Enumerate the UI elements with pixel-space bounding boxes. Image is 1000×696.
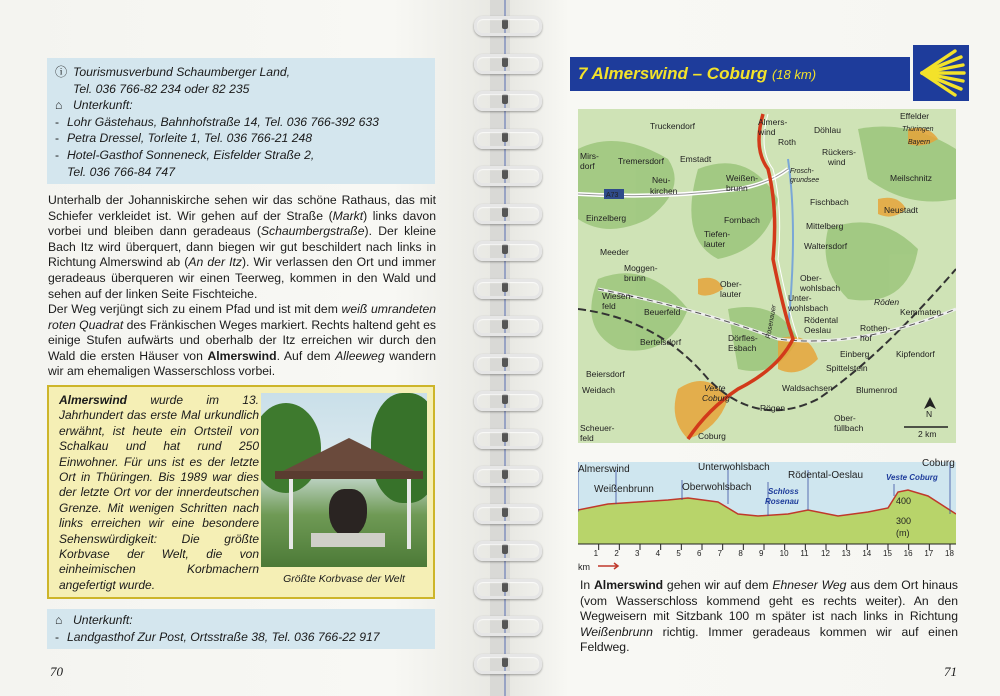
map-label: Bayern [908,139,931,146]
profile-axis-label: 300 [896,516,912,526]
binding-ring [466,464,544,484]
binding-ring [466,577,544,597]
map-label: Rödental [804,315,839,325]
map-label: wind [758,127,776,137]
map-label: Oeslau [804,325,831,335]
map-label: Waltersdorf [804,241,848,251]
map-label: dorf [580,161,595,171]
map-label: feld [602,301,616,311]
map-label: Röden [874,297,900,307]
profile-label: Rosenau [765,497,799,506]
map-label: Ober- [720,279,742,289]
tourism-line2: Tel. 036 766-82 234 oder 82 235 [73,81,250,96]
map-label: Effelder [900,111,930,121]
map-label: Thüringen [902,126,934,133]
house-icon: ⌂ [55,613,63,627]
map-label: Moggen- [624,263,658,273]
profile-axis-label: 400 [896,496,912,506]
map-label: Blumenrod [856,385,898,395]
map-label: wohlsbach [800,283,841,293]
lodging-item-phone: Tel. 036 766-84 747 [67,164,175,179]
map-label: Neustadt [884,205,919,215]
profile-km-label: km [578,562,590,572]
profile-tick-label: 14 [862,549,872,558]
map-label: wohlsbach [788,303,829,313]
lodging-item: Lohr Gästehaus, Bahnhofstraße 14, Tel. 036 766-392 633 [67,114,379,129]
profile-tick-label: 13 [841,549,851,558]
map-label: Döhlau [814,125,841,135]
lodging-item: Hotel-Gasthof Sonneneck, Eisfelder Straße 2, [67,147,315,162]
map-label: Esbach [728,343,757,353]
map-label: grundsee [790,177,820,184]
binding-ring [466,239,544,259]
map-label: Tremersdorf [618,156,664,166]
binding-ring [466,14,544,34]
binding-ring [466,164,544,184]
route-map [578,109,956,443]
tourism-line1: Tourismusverbund Schaumberger Land, [73,65,291,79]
map-label: Wiesen- [602,291,634,301]
binding-ring [466,352,544,372]
map-label: Ober- [800,273,822,283]
map-label: Einberg [840,349,870,359]
map-label: Meeder [600,247,629,257]
map-label: Mittelberg [806,221,844,231]
profile-tick-label: 10 [779,549,789,558]
map-label: Almers- [758,117,788,127]
profile-label: Schloss [768,487,799,496]
elevation-profile [578,452,956,574]
basket-vase-photo [261,393,427,567]
map-label: kirchen [650,186,678,196]
profile-label: Veste Coburg [886,473,938,482]
profile-tick-label: 11 [800,549,809,558]
profile-tick-label: 2 [614,549,619,558]
info-box-tourism: ⓘ Tourismusverbund Schaumberger Land, Tel. 036 766-82 234 oder 82 235 ⌂ Unterkunft: - Lohr Gästehaus, Bahnhofstraße 14, Tel. 036 766-392 633 - Petra Dressel, Torleite 1, Tel. 036 766-21 248 - Hotel-Gasthof Sonneneck, Eisfelder Straße 2, Tel. 036 766-84 747 [47,58,435,184]
binding-ring [466,502,544,522]
binding-ring [466,614,544,634]
profile-axis-label: (m) [896,528,910,538]
profile-label: Coburg [922,458,955,469]
info-icon: ⓘ [55,65,68,79]
spiral-binding [466,0,544,696]
profile-tick-label: 5 [676,549,681,558]
map-label: Unter- [788,293,812,303]
map-label: Fornbach [724,215,760,225]
map-label: Neu- [652,175,671,185]
map-label: Bertelsdorf [640,337,682,347]
scallop-shell-icon [913,45,969,101]
profile-label: Unterwohlsbach [698,462,770,473]
binding-ring [466,314,544,334]
info-box-almerswind [47,385,435,599]
map-label: Scheuer- [580,423,615,433]
lodging-label: Unterkunft: [73,98,133,113]
binding-ring [466,539,544,559]
profile-tick-label: 9 [759,549,764,558]
binding-ring [466,202,544,222]
map-label: A73 [606,192,619,199]
map-label: Waldsachsen [782,383,833,393]
binding-ring [466,389,544,409]
binding-ring [466,427,544,447]
map-label: Beiersdorf [586,369,625,379]
map-label: Beuerfeld [644,307,681,317]
map-label: Weißen- [726,173,758,183]
paragraph-2: Der Weg verjüngt sich zu einem Pfad und ist mit dem weiß umrandeten roten Quadrat des Fränkischen Weges markiert. Rechts haltend geht es einige Stufen aufwärts und oberhalb der Itz erreichen wir durch den Wald die ersten Häuser von Almerswind. Auf dem Alleeweg wandern wir am ehemaligen Wasserschloss vorbei. [48,302,436,379]
binding-ring [466,52,544,72]
left-page [0,0,490,696]
map-label: Veste [704,383,726,393]
map-label: hof [860,333,872,343]
map-label: Coburg [702,393,730,403]
map-label: Roth [778,137,796,147]
info-box-lodging: ⌂ Unterkunft: - Landgasthof Zur Post, Ortsstraße 38, Tel. 036 766-22 917 [47,609,435,649]
map-label: Emstadt [680,154,712,164]
profile-tick-label: 8 [738,549,743,558]
house-icon: ⌂ [55,98,63,113]
binding-ring [466,89,544,109]
map-label: Rothen- [860,323,891,333]
paragraph-1: Unterhalb der Johanniskirche sehen wir das schöne Rathaus, das mit Schiefer verkleidet ist. Wir gehen auf der Straße (Markt) links davon vorbei und bleiben dann geradeaus (Schaumbergstraße). Der kleine Bach Itz wird überquert, dann biegen wir gut beschildert nach links in Richtung Almerswind ab (An der Itz). Wir verlassen den Ort und immer geradeaus überqueren wir einen Teerweg, kommen in den Wald und sehen auf der linken Seite Fischteiche. [48,193,436,301]
map-label: Einzelberg [586,213,627,223]
profile-label: Weißenbrunn [594,484,654,495]
profile-tick-label: 18 [945,549,954,558]
map-label: Ober- [834,413,856,423]
profile-tick-label: 12 [821,549,830,558]
profile-tick-label: 6 [697,549,702,558]
map-label: Rosenauer [765,304,778,340]
route-description: In Almerswind gehen wir auf dem Ehneser Weg aus dem Ort hinaus (vom Wasserschloss kommend geht es rechts weiter). An den Wegweisern mit Sitzbank 100 m später ist nach links in Richtung Weißenbrunn richtig. Immer geradeaus kommen wir auf einen Feldweg. [580,578,958,655]
map-label: Kipfendorf [896,349,935,359]
map-label: füllbach [834,423,864,433]
map-label: brunn [624,273,646,283]
lodging-item: Landgasthof Zur Post, Ortsstraße 38, Tel. 036 766-22 917 [67,629,380,644]
map-label: Rögen [760,403,786,413]
map-label: Kemmaten [900,307,942,317]
profile-tick-label: 15 [883,549,892,558]
map-label: N [926,409,933,419]
profile-tick-label: 1 [593,549,599,558]
map-label: Weidach [582,385,615,395]
profile-tick-label: 7 [717,549,723,558]
map-label: brunn [726,183,748,193]
profile-tick-label: 3 [635,549,640,558]
map-label: Frosch- [790,168,814,175]
route-title: 7 Almerswind – Coburg (18 km) [570,57,910,91]
arrow-right-icon [598,563,618,569]
page-number-left: 70 [50,664,63,679]
profile-label: Rödental-Oeslau [788,470,864,481]
binding-ring [466,277,544,297]
map-label: wind [828,157,846,167]
lodging-label: Unterkunft: [73,613,133,627]
profile-tick-label: 16 [903,549,913,558]
binding-ring [466,652,544,672]
map-label: lauter [704,239,726,249]
map-label: Truckendorf [650,121,696,131]
almerswind-info-text: Almerswind wurde im 13. Jahrhundert das erste Mal urkundlich erwähnt, ist heute ein Ortsteil von Schalkau und hat rund 250 Einwohner. Für uns ist es der letzte Ort in Thüringen. Bis 1989 war dies der letzte Ort vor der innerdeutschen Grenze. Mit wenigen Schritten nach links erreichen wir eine besondere Sehenswürdigkeit: Die größte Korbvase der Welt, die von einheimischen Korbmachern angefertigt wurde. [59,393,259,592]
map-label: Fischbach [810,197,849,207]
profile-label: Oberwohlsbach [682,482,752,493]
map-label: Tiefen- [704,229,731,239]
binding-ring [466,127,544,147]
profile-tick-label: 4 [655,549,661,558]
map-label: 2 km [918,429,937,439]
page-number-right: 71 [944,664,957,679]
map-label: Meilschnitz [890,173,933,183]
map-label: Coburg [698,431,726,441]
map-label: lauter [720,289,742,299]
profile-label: Almerswind [578,464,630,475]
map-label: Spittelstein [826,363,868,373]
map-label: Dörfles- [728,333,758,343]
photo-caption: Größte Korbvase der Welt [283,573,405,585]
lodging-item: Petra Dressel, Torleite 1, Tel. 036 766-21 248 [67,131,313,146]
profile-tick-label: 17 [924,549,934,558]
map-label: Mirs- [580,151,599,161]
map-label: feld [580,433,594,443]
map-label: Rückers- [822,147,857,157]
